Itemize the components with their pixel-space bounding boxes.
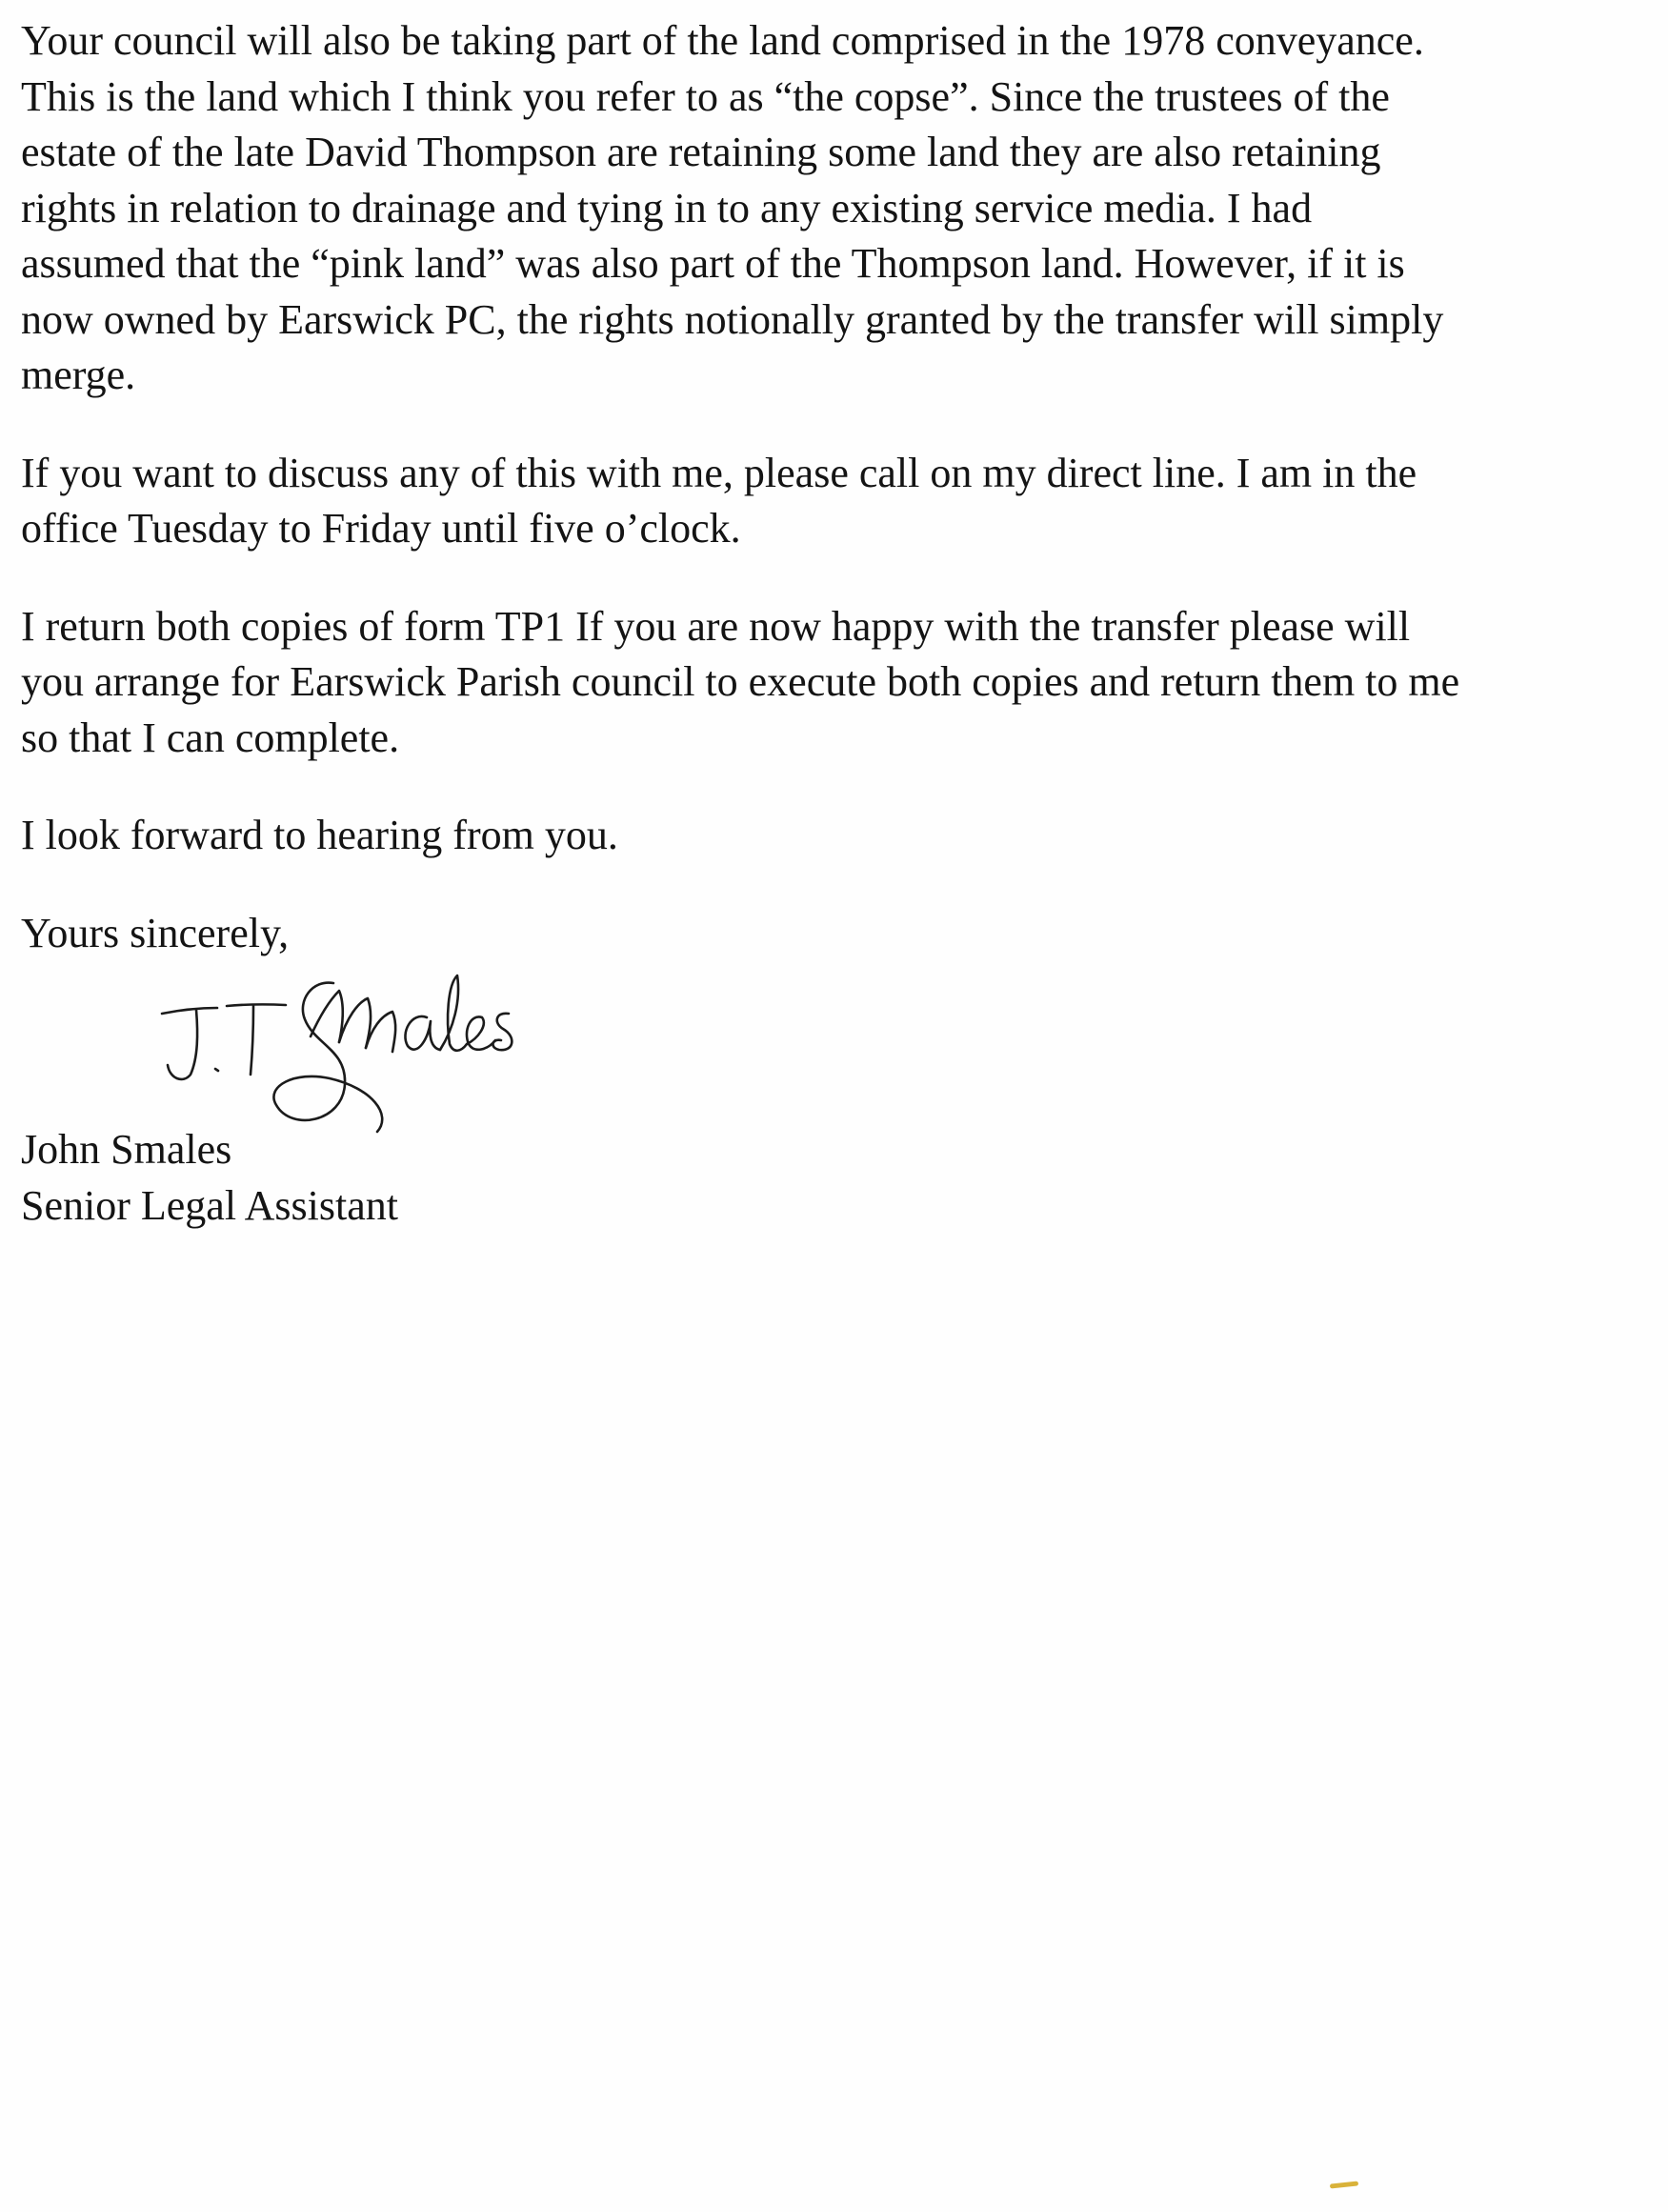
signer-name: John Smales — [21, 1126, 232, 1173]
text-line: you arrange for Earswick Parish council to execute both copies and return them to me — [21, 658, 1460, 705]
paragraph-look-forward — [21, 808, 1655, 864]
text-line: merge. — [21, 352, 136, 398]
paragraph-copse — [21, 13, 1655, 404]
text-line: Your council will also be taking part of the land comprised in the 1978 conveyance. — [21, 17, 1424, 64]
text-line: This is the land which I think you refer to as “the copse”. Since the trustees of the — [21, 72, 1390, 120]
letter-body — [21, 13, 1655, 961]
text-line: office Tuesday to Friday until five o’clock. — [21, 505, 741, 552]
text-line: assumed that the “pink land” was also part of the Thompson land. However, if it is — [21, 240, 1405, 287]
text-line: estate of the late David Thompson are retaining some land they are also retaining — [21, 129, 1381, 175]
paragraph-return-forms — [21, 599, 1655, 767]
text-line: rights in relation to drainage and tying in to any existing service media. I had — [21, 184, 1313, 231]
signer-block — [21, 1122, 398, 1234]
text-line: now owned by Earswick PC, the rights notionally granted by the transfer will simply — [21, 295, 1444, 343]
text-line: I look forward to hearing from you. — [21, 812, 618, 858]
text-line: I return both copies of form TP1 If you are now happy with the transfer please will — [21, 602, 1411, 650]
text-line: so that I can complete. — [21, 714, 400, 761]
paragraph-contact — [21, 446, 1655, 557]
text-line: If you want to discuss any of this with me, please call on my direct line. I am in the — [21, 449, 1417, 496]
scan-speck — [1330, 2181, 1358, 2188]
closing-salutation: Yours sincerely, — [21, 909, 290, 956]
signer-title: Senior Legal Assistant — [21, 1181, 398, 1229]
